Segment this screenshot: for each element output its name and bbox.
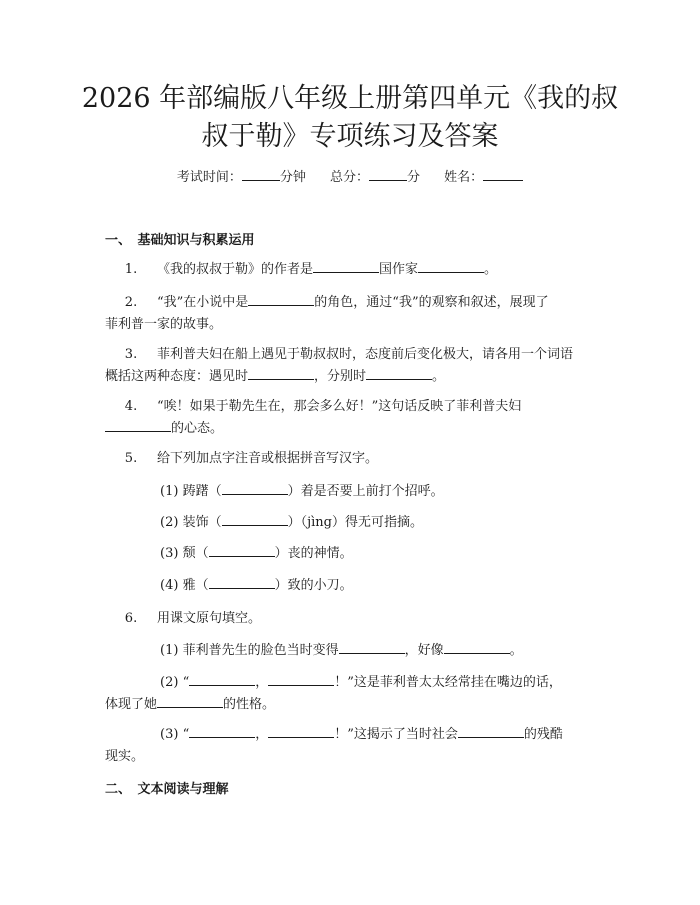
time-blank[interactable] xyxy=(242,168,280,181)
answer-blank[interactable] xyxy=(339,641,405,654)
exam-score: 总分： 分 xyxy=(329,170,421,185)
exam-name: 姓名： xyxy=(444,168,523,187)
question-4: 4. “唉！如果于勒先生在，那会多么好！”这句话反映了菲利普夫妇 的心态。 xyxy=(105,396,605,440)
answer-blank[interactable] xyxy=(222,513,288,526)
answer-blank[interactable] xyxy=(444,641,510,654)
answer-blank[interactable] xyxy=(157,695,223,708)
answer-blank[interactable] xyxy=(209,576,275,589)
section-1-heading: 一、 基础知识与积累运用 xyxy=(105,233,255,248)
section-2-heading: 二、 文本阅读与理解 xyxy=(105,782,229,797)
name-blank[interactable] xyxy=(483,168,523,181)
answer-blank[interactable] xyxy=(268,725,334,738)
question-2: 2. “我”在小说中是 的角色，通过“我”的观察和叙述，展现了 菲利普一家的故事。 xyxy=(105,295,549,332)
answer-blank[interactable] xyxy=(366,367,432,380)
exam-time: 考试时间： 分钟 xyxy=(176,170,306,185)
answer-blank[interactable] xyxy=(268,673,334,686)
question-5-item-3: (3) 颓（ ）丧的神情。 xyxy=(160,546,353,561)
question-1: 1. 《我的叔叔于勒》的作者是 国作家 。 xyxy=(124,262,498,277)
question-5-item-4: (4) 雅（ ）致的小刀。 xyxy=(160,578,353,593)
question-6-item-3: (3) “ ， ！”这揭示了当时社会 的残酷 现实。 xyxy=(105,727,563,764)
answer-blank[interactable] xyxy=(222,482,288,495)
question-6-item-2: (2) “ ， ！”这是菲利普太太经常挂在嘴边的话， 体现了她 的性格。 xyxy=(105,675,562,712)
question-6: 6. 用课文原句填空。 xyxy=(124,611,262,626)
page-title xyxy=(60,80,640,156)
question-5-item-2: (2) 装饰（ ）（jìng）得无可指摘。 xyxy=(160,515,423,530)
question-3: 3. 菲利普夫妇在船上遇见于勒叔叔时，态度前后变化极大，请各用一个词语 概括这两种态度：遇见时 ，分别时 。 xyxy=(105,347,574,384)
answer-blank[interactable] xyxy=(189,673,255,686)
exam-info xyxy=(0,168,700,187)
answer-blank[interactable] xyxy=(313,260,379,273)
answer-blank[interactable] xyxy=(189,725,255,738)
question-5: 5. 给下列加点字注音或根据拼音写汉字。 xyxy=(124,451,379,466)
answer-blank[interactable] xyxy=(248,367,314,380)
score-blank[interactable] xyxy=(369,168,407,181)
answer-blank[interactable] xyxy=(105,419,171,432)
answer-blank[interactable] xyxy=(209,544,275,557)
answer-blank[interactable] xyxy=(458,725,524,738)
question-6-item-1: (1) 菲利普先生的脸色当时变得 ，好像 。 xyxy=(160,643,523,658)
title-line-2: 叔于勒》专项练习及答案 xyxy=(201,121,499,152)
answer-blank[interactable] xyxy=(248,293,314,306)
question-5-item-1: (1) 踌躇（ ）着是否要上前打个招呼。 xyxy=(160,484,444,499)
title-line-1: 2026 年部编版八年级上册第四单元《我的叔 xyxy=(81,83,619,114)
answer-blank[interactable] xyxy=(418,260,484,273)
